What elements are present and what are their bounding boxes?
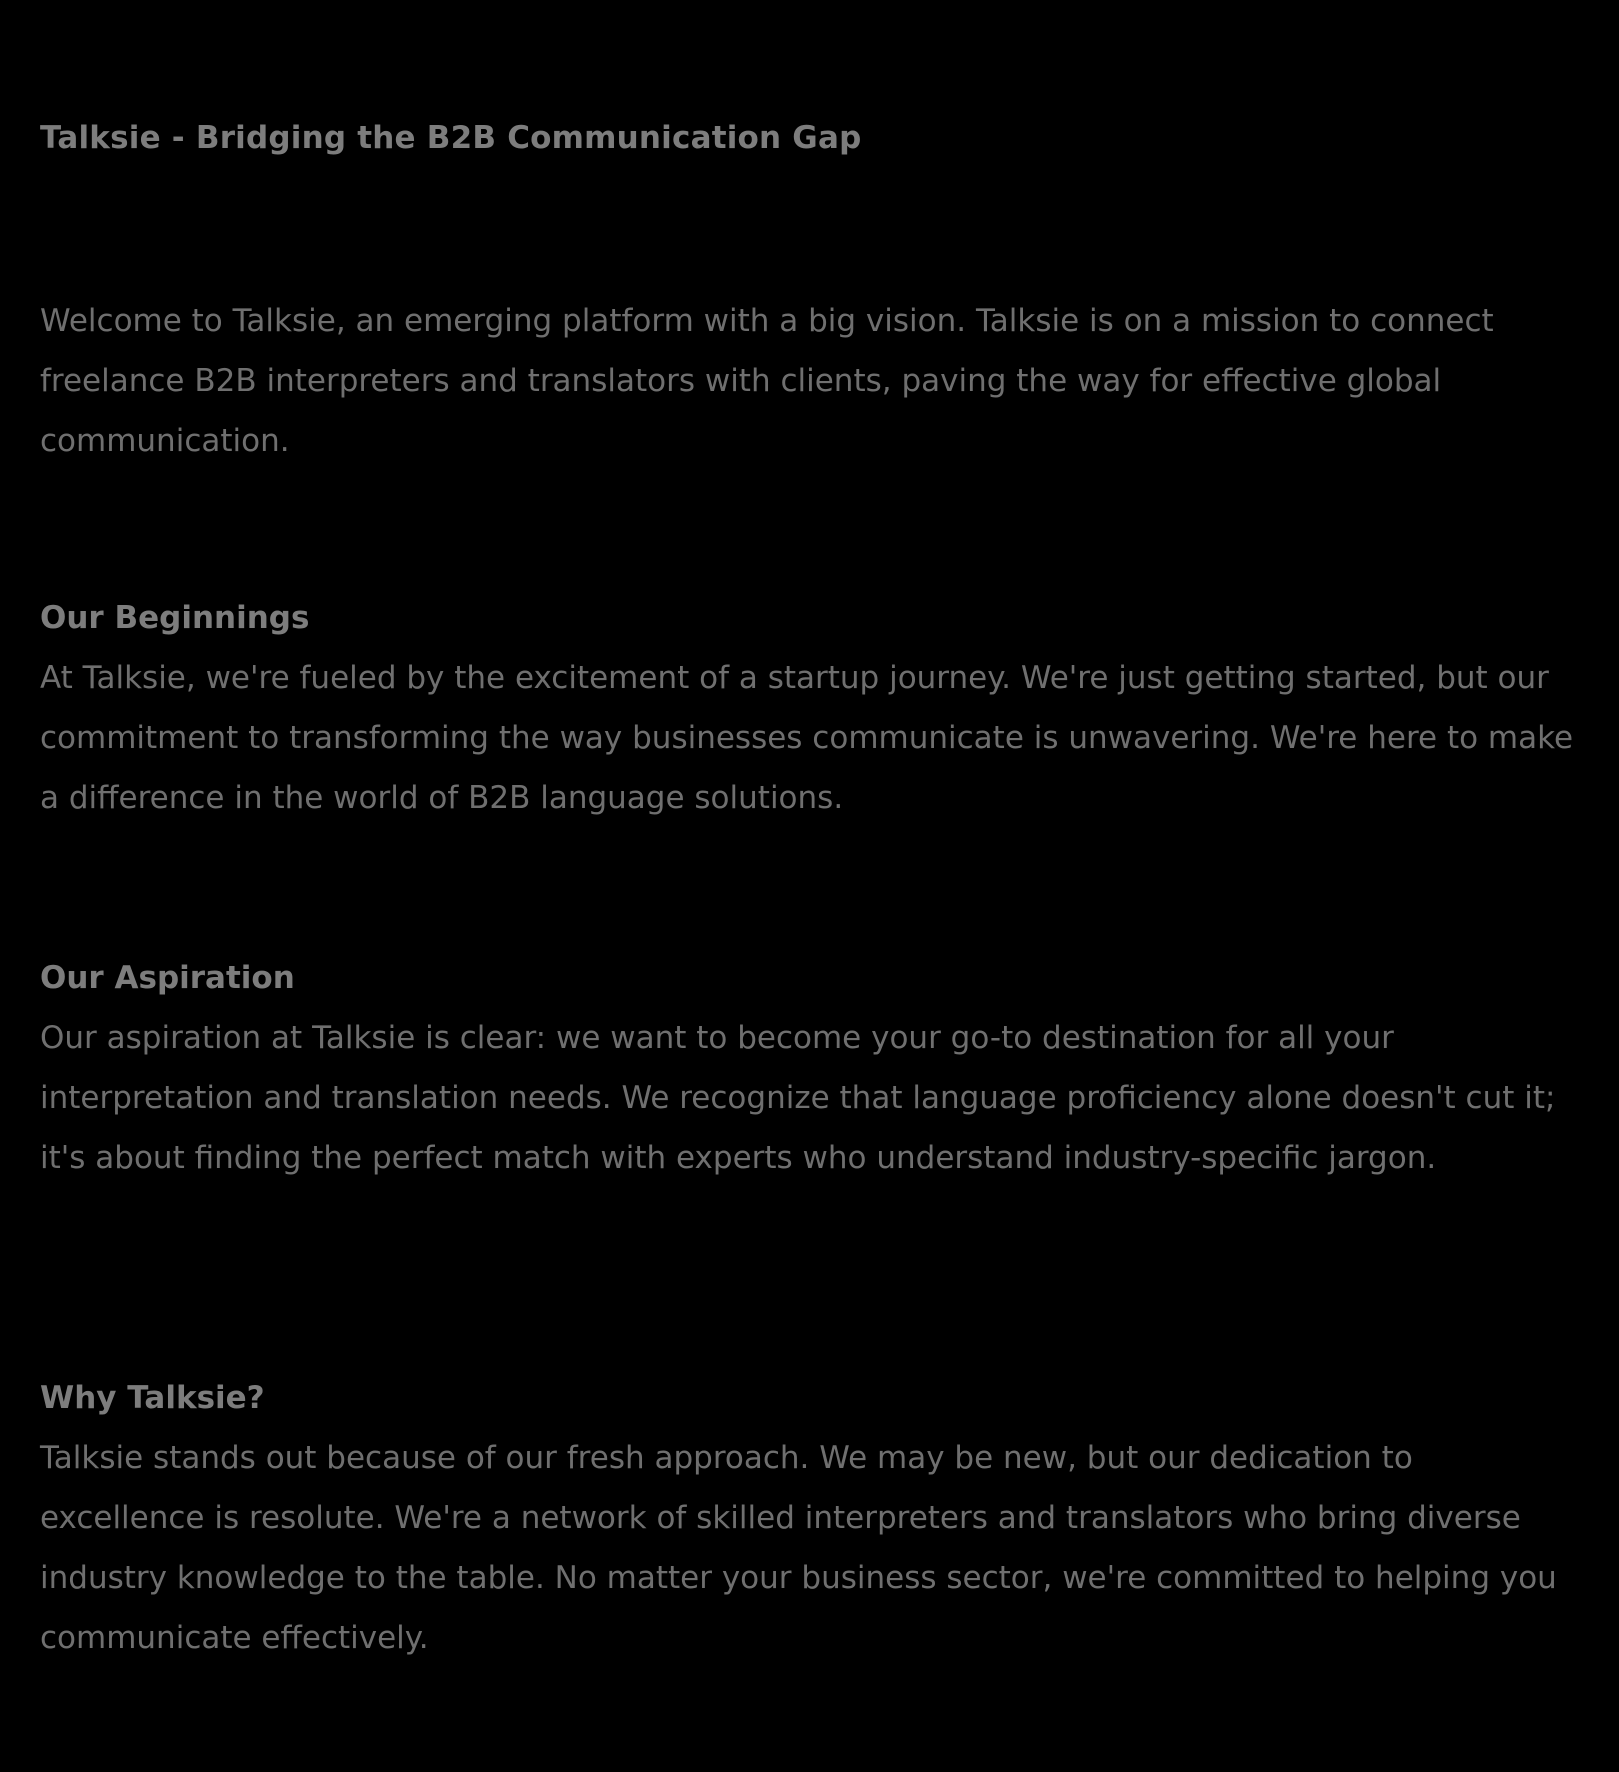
page-title: Talksie - Bridging the B2B Communication Gap (40, 120, 862, 156)
section-heading: Our Aspiration (40, 960, 295, 996)
section-our-beginnings (40, 588, 1580, 828)
section-why-talksie (40, 1368, 1580, 1668)
section-body: At Talksie, we're fueled by the excitement of a startup journey. We're just getting started, but our commitment to transforming the way businesses communicate is unwavering. We're here to make a difference in the world of B2B language solutions. (40, 660, 1574, 816)
section-our-aspiration (40, 948, 1580, 1188)
intro-paragraph: Welcome to Talksie, an emerging platform with a big vision. Talksie is on a mission to connect freelance B2B interpreters and translators with clients, paving the way for effective global communication. (40, 303, 1494, 459)
section-heading: Why Talksie? (40, 1380, 265, 1416)
section-heading: Our Beginnings (40, 600, 310, 636)
section-body: Our aspiration at Talksie is clear: we want to become your go-to destination for all your interpretation and translation needs. We recognize that language proficiency alone doesn't cut it; it's about finding the perfect match with experts who understand industry-specific jargon. (40, 1020, 1556, 1176)
section-body: Talksie stands out because of our fresh approach. We may be new, but our dedication to excellence is resolute. We're a network of skilled interpreters and translators who bring diverse industry knowledge to the table. No matter your business sector, we're committed to helping you communicate effectively. (40, 1440, 1557, 1656)
